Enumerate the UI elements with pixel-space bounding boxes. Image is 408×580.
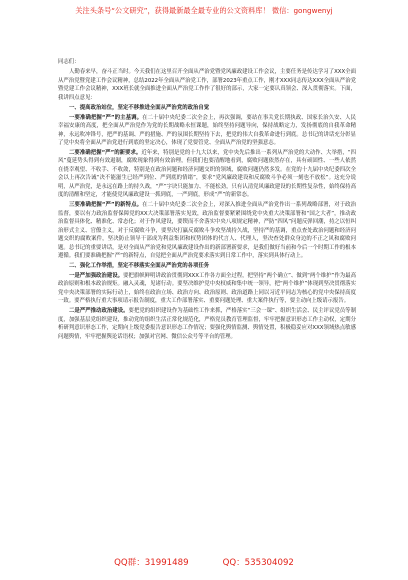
paragraph-2-1 xyxy=(58,272,356,306)
header-banner xyxy=(0,0,408,22)
paragraph-2-2-lead: 二是严严推动政治建设。 xyxy=(69,308,129,315)
paragraph-1-2 xyxy=(58,149,356,200)
section-heading-2: 二、强化工作举措，坚定不移落实全面从严治党的各项任务 xyxy=(69,262,210,269)
paragraph-2-1-lead: 一是严加强政治建设。 xyxy=(69,272,124,279)
footer-qq-contact: QQ：535304092 xyxy=(222,558,294,568)
paragraph-1-2-lead: 二要准确把握“严”的新要求。 xyxy=(69,150,142,157)
salutation: 同志们： xyxy=(58,59,80,65)
document-body xyxy=(58,58,356,546)
paragraph-1-1-lead: 一要准确把握“严”的主基调。 xyxy=(69,114,143,121)
paragraph-1-2-body: 近年来，特别是党的十九大以来，党中央先后推出一系列从严治党的大动作、大举措，“四风”蔓延势头得到有效遏制，腐败现象得到有效治理，但我们也要清醒地看到，腐败问题依然存在，具有顽固性、一些人依然在侥幸观望、不收手、不收敛，特别是在政治问题和经济问题交织的领域，腐败问题仍然多发。在党的十九届中央纪委四次全会以上再次告诫“决不能滋生已经严到位、严到底的情绪”，要求“党风廉政建设和反腐败斗争必须一刻也不放松”。这充分说明，从严治党，是永远在路上的持久战，“严”字诀只能加力、不能松劲，只有认清党风廉政建设的长期性复杂性，始终保持高度的清醒和坚定，才能使党风廉政建设一抓到底，一严到底，形成“严”的新常态。 xyxy=(58,150,356,199)
paragraph-1-3-body: 在二十届中央纪委二次全会上，对深入推进全面从严治党作出一系列战略部署，对于政治监督，要以有力政治监督保障党的XX大决策部署落实见效，政治监督要紧紧围绕党中央重大决策部署和“国之大者”，推动政治监督具体化、精准化、常态化；对于作风建设，要锲而不舍落实中央八项规定精神，严防“四风”问题反弹回潮，持之以恒纠治形式主义、官僚主义，对于反腐败斗争，要坚决打赢反腐败斗争攻坚战持久战，坚持严的基调，重点查处政治问题和经济问题交织的腐败案件，坚决防止领导干部成为利益集团和权势团体的代言人、代理人，坚决查处群众身边的不正之风和腐败问题。总书记的重要讲话，是对全面从严治党和党风廉政建设作出的新部署新要求，是我们做好当前和今后一个时期工作的根本遵循。我们要准确把握“严”的新特点，自觉把全面从严治党要求落实到日常工作中，落实到具体行动上。 xyxy=(58,202,356,259)
intro-paragraph: 人勤春来早，奋斗正当时。今天我们在这里召开全面从严治党暨党风廉政建设工作会议，主要任务是传达学习了XXX全面从严治党暨党建工作会议精神，总结2022年全面从严治党工作，部署2023年重点工作，刚才XXX同志传达XXX全面从严治党暨党建工作会议精神，XXX班长就全面推进全面从严治党工作作了很好的部示，大家一定要认真领会、深入贯彻落实。下面，我讲四点意见： xyxy=(58,69,356,101)
header-banner-text: 关注头条号“公文研究”，获得最新最全最专业的公文资料库！ 微信：gongwenyj xyxy=(75,6,333,15)
paragraph-2-1-body: 要把旗帜鲜明讲政治贯彻到XXX工作各方面全过程，把坚持“两个确立”、做到“两个维护”作为最高政治原则和根本政治规矩。融入灵魂，见诸行动。要坚决维护党中央权威和集中统一领导，把“两个维护”体现到坚决贯彻落实党中央决策部署的实际行动上，始终在政治立场、政治方向、政治原则、政治道路上同以习近平同志为核心的党中央保持高度一致。要严格执行重大事项请示报告制度，重大工作部署落实、重要问题处理、重大案件执行等，要主动向上级请示报告。 xyxy=(58,272,356,305)
paragraph-1-3-lead: 三要准确把握“严”的新特点。 xyxy=(69,202,143,209)
paragraph-2-2 xyxy=(58,307,356,341)
section-heading-1: 一、提高政治站位，坚定不移推进全面从严治党的政治自觉 xyxy=(69,104,210,111)
footer-qq-group: QQ群：31991489 xyxy=(114,558,189,568)
paragraph-2-2-body: 要把党的组织建设作为基础性工作来抓，严格落实“三会一课”、组织生活会、民主评议党员等制度，加强基层党组织建设，推动党的组织生活正常化规范化，严格党员教育管理监督，牢牢把握意识形态工作主动权，定期分析研判意识形态工作，定期向上级党委报告意识形态工作情况；要强化舆情监测、舆情处置，积极稳妥应对XXX领域热点敏感问题舆情，牢牢把握舆论话语权；加强对官网、微信公众号等平台的管理。 xyxy=(58,308,356,340)
paragraph-1-1 xyxy=(58,114,356,148)
paragraph-1-3 xyxy=(58,201,356,260)
paragraph-1-1-body: 在二十届中央纪委二次全会上，再次强调，要站在事关党长期执政、国家长治久安、人民幸福安康的高度，把全面从严治党作为党的长期战略永恒课题，始终坚持问题导向，保持战略定力，发扬彻底的自我革命精神，永远吹冲锋号，把严的基调、严的措施、严的氛围长期坚持下去，把党的伟大自我革命进行到底。总书记的讲话充分彰显了党中央将全面从严治党进行到底的坚定决心，体现了党要管党、全面从严治党的坚强意志。 xyxy=(58,114,356,147)
footer-contact xyxy=(0,552,408,572)
